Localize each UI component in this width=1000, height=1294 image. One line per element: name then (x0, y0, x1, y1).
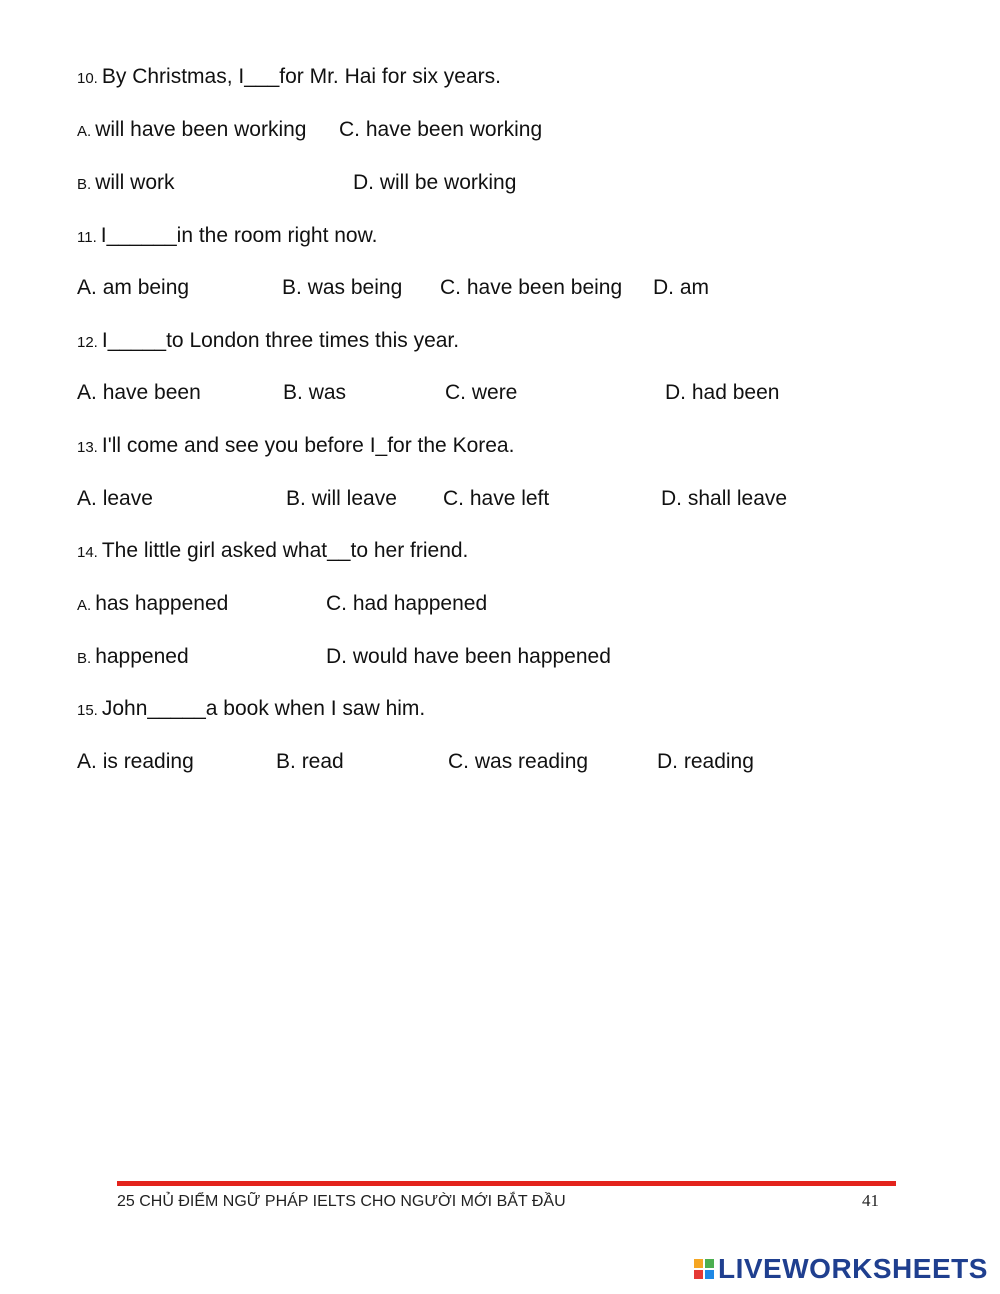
question-text: By Christmas, I___for Mr. Hai for six years. (101, 65, 501, 88)
question-text: John_____a book when I saw him. (101, 697, 426, 720)
footer-rule (117, 1181, 896, 1186)
option-item (286, 488, 397, 509)
brand-text: LIVEWORKSHEETS (718, 1253, 988, 1284)
option-text: was being (307, 276, 403, 299)
question-number: 12. (77, 334, 98, 351)
mark-square (705, 1270, 714, 1279)
option-item (77, 488, 153, 509)
option-item (283, 382, 346, 403)
option-row (77, 172, 175, 193)
option-letter: A. (77, 750, 97, 773)
option-letter: A. (77, 123, 92, 140)
option-letter: A. (77, 597, 92, 614)
mark-square (694, 1259, 703, 1268)
option-letter: D. (326, 645, 347, 668)
mark-square (705, 1259, 714, 1268)
option-letter: B. (276, 750, 296, 773)
question-number: 15. (77, 702, 98, 719)
option-item (77, 277, 189, 298)
option-letter: C. (445, 381, 466, 404)
question-13 (77, 435, 514, 456)
option-letter: A. (77, 487, 97, 510)
option-letter: C. (443, 487, 464, 510)
option-text: leave (102, 487, 153, 510)
option-letter: C. (440, 276, 461, 299)
option-item (77, 382, 201, 403)
option-letter: B. (283, 381, 303, 404)
option-letter: B. (286, 487, 306, 510)
option-text: reading (683, 750, 754, 773)
option-row (77, 593, 228, 614)
option-text: has happened (95, 592, 229, 615)
option-item (440, 277, 622, 298)
option-letter: C. (448, 750, 469, 773)
option-letter: D. (665, 381, 686, 404)
option-text: were (471, 381, 518, 404)
option-text: will work (95, 171, 175, 194)
liveworksheets-mark-icon (694, 1259, 714, 1279)
option-text: will be working (379, 171, 517, 194)
option-letter: B. (77, 176, 92, 193)
option-text: had been (691, 381, 780, 404)
option-letter: D. (653, 276, 674, 299)
option-text: would have been happened (352, 645, 611, 668)
option-text: am being (102, 276, 190, 299)
option-text: happened (95, 645, 189, 668)
option-text: have been (102, 381, 201, 404)
option-item (326, 593, 487, 614)
option-text: will have been working (95, 118, 307, 141)
question-10 (77, 66, 501, 87)
question-text: I_____to London three times this year. (101, 329, 460, 352)
option-letter: B. (77, 650, 92, 667)
question-12 (77, 330, 459, 351)
question-15 (77, 698, 425, 719)
option-text: is reading (102, 750, 194, 773)
question-number: 10. (77, 70, 98, 87)
option-text: read (301, 750, 344, 773)
option-letter: A. (77, 381, 97, 404)
option-item (353, 172, 516, 193)
option-letter: D. (661, 487, 682, 510)
question-number: 14. (77, 544, 98, 561)
option-item (657, 751, 754, 772)
question-14 (77, 540, 468, 561)
page-number: 41 (862, 1191, 879, 1210)
option-letter: C. (326, 592, 347, 615)
question-number: 13. (77, 439, 98, 456)
option-text: had happened (352, 592, 488, 615)
question-text: I'll come and see you before I_for the Korea. (101, 434, 515, 457)
option-item (282, 277, 402, 298)
option-text: was (308, 381, 347, 404)
option-item (445, 382, 517, 403)
option-item (326, 646, 611, 667)
option-text: have been being (466, 276, 623, 299)
option-text: was reading (474, 750, 589, 773)
footer-title: 25 CHỦ ĐIỂM NGỮ PHÁP IELTS CHO NGƯỜI MỚI BẮT ĐẦU (117, 1193, 566, 1210)
mark-square (694, 1270, 703, 1279)
option-item (443, 488, 549, 509)
option-row (77, 646, 189, 667)
question-text: I______in the room right now. (100, 224, 378, 247)
question-number: 11. (77, 229, 97, 246)
question-text: The little girl asked what__to her friend. (101, 539, 469, 562)
option-item (653, 277, 709, 298)
option-item (276, 751, 344, 772)
option-row (77, 119, 306, 140)
option-text: shall leave (687, 487, 788, 510)
option-letter: D. (353, 171, 374, 194)
option-text: have left (469, 487, 550, 510)
option-letter: C. (339, 118, 360, 141)
option-letter: B. (282, 276, 302, 299)
option-item (339, 119, 542, 140)
option-item (661, 488, 787, 509)
option-letter: D. (657, 750, 678, 773)
option-letter: A. (77, 276, 97, 299)
option-text: am (679, 276, 710, 299)
option-text: have been working (365, 118, 543, 141)
liveworksheets-logo (694, 1254, 988, 1284)
option-item (77, 751, 194, 772)
option-item (665, 382, 779, 403)
question-11 (77, 225, 377, 246)
option-text: will leave (311, 487, 397, 510)
option-item (448, 751, 588, 772)
